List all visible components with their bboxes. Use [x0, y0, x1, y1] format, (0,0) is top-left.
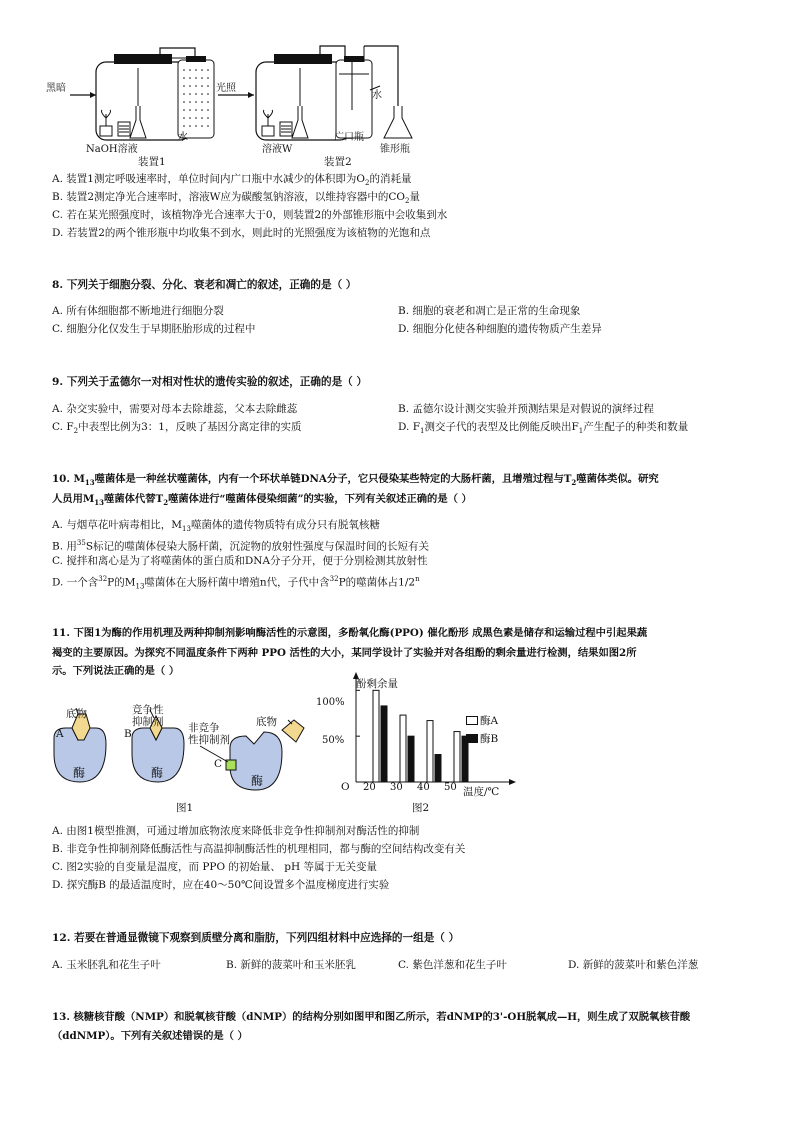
label-wide-bottle: 广口瓶: [334, 132, 364, 143]
chart-bar-enzyme-a: [400, 715, 406, 782]
q10-stem-line2: 人员用$M_{13}$噬菌体代替$T_2$噬菌体进行“噬菌体侵染细菌”的实验，下列有关叙述正确的是（ ）: [52, 493, 472, 508]
legend-swatch-a: [466, 716, 478, 725]
chart-ytick-50: 50%: [322, 735, 345, 746]
chart-xlabel: 温度/℃: [463, 786, 500, 798]
chart-bar-enzyme-b: [435, 755, 441, 783]
chart-bar-enzyme-b: [408, 736, 414, 782]
q10-option-d: D. 一个含$^{32}$P的$M_{13}$噬菌体在大肠杆菌中增殖n代，子代中含$^{32}$P的噬菌体占1/2$^n$: [52, 575, 420, 591]
q9-option-b: B. 孟德尔设计测交实验并预测结果是对假说的演绎过程: [398, 403, 654, 415]
label-device-2: 装置2: [324, 156, 352, 168]
q9-stem: 9. 下列关于孟德尔一对相对性状的遗传实验的叙述，正确的是（ ）: [52, 376, 368, 388]
chart-bar-enzyme-a: [454, 732, 460, 782]
q9-option-a: A. 杂交实验中，需要对母本去除雄蕊，父本去除雌蕊: [52, 403, 298, 415]
label-water-2: 水: [372, 90, 382, 101]
q11-option-b: B. 非竞争性抑制剂降低酶活性与高温抑制酶活性的机理相同，都与酶的空间结构改变有关: [52, 843, 466, 855]
q7-option-b: B. 装置2测定净光合速率时，溶液W应为碳酸氢钠溶液，以维持容器中的$CO_2$量: [52, 191, 420, 206]
chart-bar-enzyme-b: [381, 706, 387, 782]
q13-stem-line1: 13. 核糖核苷酸（NMP）和脱氧核苷酸（dNMP）的结构分别如图甲和图乙所示，若dNMP的3'-OH脱氧成—H，则生成了双脱氧核苷酸: [52, 1011, 691, 1023]
fig1-competitive-label: 竞争性 抑制剂: [132, 704, 164, 728]
q10-option-b: B. 用$^{35}$S标记的噬菌体侵染大肠杆菌，沉淀物的放射性强度与保温时间的长短有关: [52, 539, 430, 553]
legend-label-b: 酶B: [480, 733, 499, 745]
q8-option-c: C. 细胞分化仅发生于早期胚胎形成的过程中: [52, 323, 256, 335]
chart-caption: 图2: [412, 802, 430, 814]
fig1-substrate-label: 底物: [66, 708, 87, 720]
q7-option-d: D. 若装置2的两个锥形瓶中均收集不到水，则此时的光照强度为该植物的光饱和点: [52, 227, 431, 239]
label-naoh: NaOH溶液: [86, 144, 138, 155]
chart-bar-enzyme-a: [373, 690, 379, 782]
q9-option-c: C. $F_2$中表型比例为3：1，反映了基因分离定律的实质: [52, 421, 302, 436]
q12-option-c: C. 紫色洋葱和花生子叶: [398, 959, 507, 971]
q9-option-d: D. $F_1$测交子代的表型及比例能反映出$F_1$产生配子的种类和数量: [398, 421, 689, 436]
legend-swatch-b: [466, 734, 478, 743]
q13-stem-line2: （ddNMP）。下列有关叙述错误的是（ ）: [52, 1030, 248, 1042]
fig1-caption: 图1: [176, 802, 194, 814]
fig1-label-b: B: [124, 728, 132, 740]
fig1-substrate2-label: 底物: [256, 716, 277, 728]
label-flask: 锥形瓶: [380, 144, 410, 155]
q8-stem: 8. 下列关于细胞分裂、分化、衰老和凋亡的叙述，正确的是（ ）: [52, 279, 357, 291]
q11-stem-line3: 示。下列说法正确的是（ ）: [52, 665, 180, 677]
q11-stem-line1: 11. 下图1为酶的作用机理及两种抑制剂影响酶活性的示意图，多酚氧化酶(PPO) 催化酚形 成黑色素是储存和运输过程中引起果蔬: [52, 627, 648, 639]
q12-option-a: A. 玉米胚乳和花生子叶: [52, 959, 161, 971]
legend-label-a: 酶A: [480, 715, 499, 727]
q12-option-d: D. 新鲜的菠菜叶和紫色洋葱: [568, 959, 699, 971]
label-dark: 黑暗: [46, 83, 66, 94]
chart-ytick-100: 100%: [316, 697, 345, 708]
q10-option-c: C. 搅拌和离心是为了将噬菌体的蛋白质和DNA分子分开，便于分别检测其放射性: [52, 555, 428, 567]
chart-xtick-50: 50: [444, 782, 457, 793]
q7-option-c: C. 若在某光照强度时，该植物净光合速率大于0，则装置2的外部锥形瓶中会收集到水: [52, 209, 448, 221]
q11-option-c: C. 图2实验的自变量是温度，而 PPO 的初始量、 pH 等属于无关变量: [52, 861, 377, 873]
chart-xtick-30: 30: [390, 782, 403, 793]
chart-xtick-40: 40: [417, 782, 430, 793]
q12-stem: 12. 若要在普通显微镜下观察到质壁分离和脂肪，下列四组材料中应选择的一组是（ ）: [52, 932, 460, 944]
label-device-1: 装置1: [138, 156, 166, 168]
chart-origin: O: [341, 781, 350, 793]
q11-stem-line2: 褐变的主要原因。为探究不同温度条件下两种 PPO 活性的大小，某同学设计了实验并对各组酚的剩余量进行检测，结果如图2所: [52, 647, 637, 659]
chart-bar-enzyme-a: [427, 721, 433, 782]
chart-xtick-20: 20: [363, 782, 376, 793]
label-light: 光照: [216, 83, 236, 94]
q10-stem-line1: 10. $M_{13}$噬菌体是一种丝状噬菌体，内有一个环状单链DNA分子，它只侵染某些特定的大肠杆菌，且增殖过程与$T_2$噬菌体类似。研究: [52, 473, 659, 488]
q8-option-b: B. 细胞的衰老和凋亡是正常的生命现象: [398, 305, 581, 317]
q8-option-a: A. 所有体细胞都不断地进行细胞分裂: [52, 305, 224, 317]
fig1-enzyme-a-label: 酶: [73, 766, 86, 780]
fig1-label-c: C: [214, 758, 223, 770]
q10-option-a: A. 与烟草花叶病毒相比，$M_{13}$噬菌体的遗传物质特有成分只有脱氧核糖: [52, 519, 380, 534]
q7-option-a: A. 装置1测定呼吸速率时，单位时间内广口瓶中水减少的体积即为$O_2$的消耗量: [52, 173, 412, 188]
label-water-1: 水: [178, 132, 188, 143]
label-solution-w: 溶液W: [262, 144, 293, 155]
fig1-label-a: A: [56, 728, 64, 740]
chart-ylabel: 酚剩余量: [356, 678, 398, 690]
chart-x-axis-arrow: [509, 779, 516, 785]
q12-option-b: B. 新鲜的菠菜叶和玉米胚乳: [226, 959, 356, 971]
fig1-noncompetitive-label: 非竞争 性抑制剂: [188, 722, 230, 746]
q11-option-a: A. 由图1模型推测，可通过增加底物浓度来降低非竞争性抑制剂对酶活性的抑制: [52, 825, 420, 837]
q11-option-d: D. 探究酶B 的最适温度时，应在40～50℃间设置多个温度梯度进行实验: [52, 879, 390, 891]
fig1-enzyme-c-label: 酶: [251, 774, 264, 788]
q8-option-d: D. 细胞分化使各种细胞的遗传物质产生差异: [398, 323, 602, 335]
fig1-enzyme-b-label: 酶: [151, 766, 164, 780]
chart-bar-enzyme-b: [462, 736, 468, 782]
